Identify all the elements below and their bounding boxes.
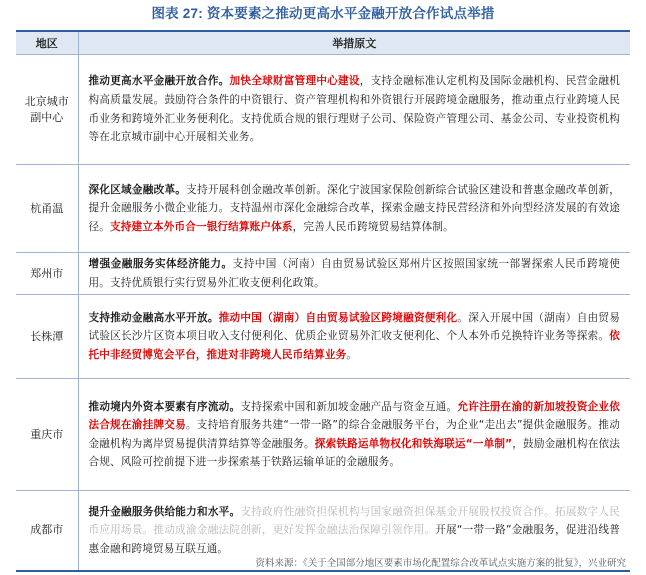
region-cell: 杭甬温 — [16, 165, 78, 253]
highlighted-measure: 推动中国（湖南）自由贸易试验区跨境融资便利化 — [218, 311, 458, 324]
measure-text: 支持开展科创金融改革创新。深化宁波国家保险创新综合试验区建设和普惠金融改革创新，提升金融服务小微企业能力。支持温州市深化金融综合改革，探索金融支持民营经济和外向型经济发展的有效途径。 — [88, 183, 620, 233]
region-cell: 郑州市 — [16, 253, 78, 295]
highlighted-measure: 探索铁路运单物权化和铁海联运“一单制” — [314, 437, 513, 450]
table-row — [16, 253, 630, 295]
measures-table — [16, 30, 630, 572]
region-cell: 北京城市副中心 — [16, 55, 78, 165]
measure-heading: 推动境内外资本要素有序流动。 — [88, 400, 241, 413]
header-measures: 举措原文 — [78, 31, 630, 55]
measure-text: ，鼓励金融机构在依法合规、风险可控前提下进一步探索基于铁路运输单证的金融服务。 — [88, 437, 621, 469]
measure-heading: 推动更高水平金融开放合作。 — [88, 75, 230, 88]
region-cell: 成都市 — [16, 491, 78, 571]
table-row — [16, 165, 630, 253]
figure-title: 图表 27: 资本要素之推动更高水平金融开放合作试点举措 — [151, 6, 495, 21]
source-note: 资料来源：《关于全国部分地区要素市场化配置综合改革试点实施方案的批复》，兴业研究 — [255, 558, 626, 569]
table-row — [16, 379, 630, 491]
measures-cell — [78, 165, 630, 253]
measure-text: ，完善人民币跨境贸易结算体制。 — [292, 220, 454, 233]
table-row — [16, 55, 630, 165]
measure-heading: 增强金融服务实体经济能力。 — [88, 258, 233, 270]
measure-text: 支持中国（河南）自由贸易试验区郑州片区按照国家统一部署探索人民币跨境使用。支持优质银行实行贸易外汇收支便利化政策。 — [88, 258, 621, 289]
measures-cell — [78, 295, 630, 379]
measures-cell — [78, 55, 630, 165]
measure-text: 。深入开展中国（湖南）自由贸易试验区长沙片区资本项目收入支付便利化、优质企业贸易外汇收支便利化、个人本外币兑换特许业务等探索。 — [88, 311, 620, 343]
measures-cell — [78, 253, 630, 295]
measures-cell — [78, 379, 630, 491]
measure-text: 支持探索中国和新加坡金融产品与资金互通。 — [240, 400, 458, 413]
table-body — [16, 55, 630, 571]
region-cell: 长株潭 — [16, 295, 78, 379]
measure-text: ，支持金融标准认定机构及国际金融机构、民营金融机构高质量发展。鼓励符合条件的中资银行、资产管理机构和外资银行开展跨境金融服务，推动重点行业跨境人民币业务和跨境外汇业务便利化。支持优质合规的银行理财子公司、保险资产管理公司、基金公司、专业投资机构等在北京城市副中心开展相关业务。 — [88, 75, 620, 144]
highlighted-measure: 依托中非经贸博览会平台，推进对非跨境人民币结算业务 — [88, 330, 620, 361]
table-header-row — [16, 31, 630, 55]
measure-heading: 提升金融服务供给能力和水平。 — [88, 505, 241, 518]
highlighted-measure: 加快全球财富管理中心建设 — [229, 75, 360, 88]
measure-text: 开展“一带一路”金融服务，促进沿线普惠金融和跨境贸易互联互通。 — [88, 524, 620, 555]
highlighted-measure: 允许注册在渝的新加坡投资企业依法合规在渝挂牌交易 — [88, 400, 621, 432]
measure-text: 。 — [346, 348, 358, 361]
faded-measure-text: 支持政府性融资担保机构与国家融资担保基金开展股权投资合作。拓展数字人民币应用场景。推动成渝金融法院创新，更好发挥金融法治保障引领作用。 — [88, 505, 620, 537]
measure-text: 。支持培育服务共建“一带一路”的综合金融服务平台，为企业“走出去”提供金融服务。推动金融机构为离岸贸易提供清算结算等金融服务。 — [88, 419, 621, 450]
measure-heading: 支持推动金融高水平开放。 — [88, 311, 219, 324]
measure-heading: 深化区域金融改革。 — [88, 183, 187, 196]
region-cell: 重庆市 — [16, 379, 78, 491]
table-row — [16, 295, 630, 379]
highlighted-measure: 支持建立本外币合一银行结算账户体系 — [110, 220, 293, 233]
header-region: 地区 — [16, 31, 78, 55]
